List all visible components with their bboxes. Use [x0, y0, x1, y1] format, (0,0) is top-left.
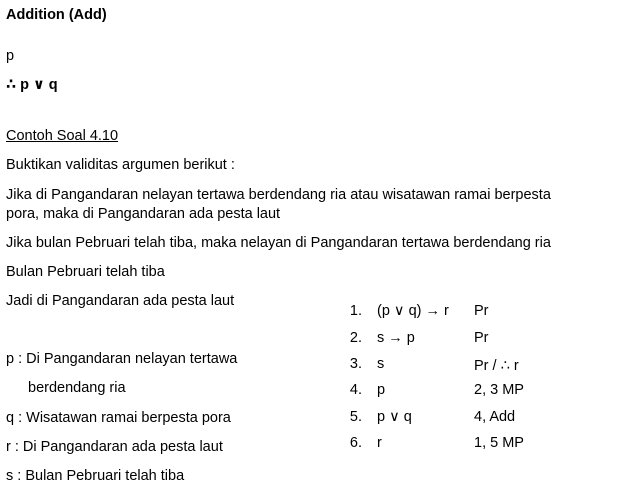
- definition-s: s : Bulan Pebruari telah tiba: [6, 468, 185, 484]
- example-title: Contoh Soal 4.10: [6, 128, 119, 144]
- proof-reason: Pr: [474, 330, 489, 346]
- definition-q: q : Wisatawan ramai berpesta pora: [6, 410, 231, 426]
- proof-statement: p ∨ q: [377, 409, 412, 425]
- proof-reason: 2, 3 MP: [474, 382, 524, 398]
- rule-heading: Addition (Add): [6, 7, 107, 23]
- proof-reason: Pr / ∴ r: [474, 358, 519, 374]
- definition-r: r : Di Pangandaran ada pesta laut: [6, 439, 223, 455]
- example-instruction: Buktikan validitas argumen berikut :: [6, 157, 235, 173]
- rule-conclusion: ∴ p ∨ q: [6, 77, 58, 93]
- argument-line: Jadi di Pangandaran ada pesta laut: [6, 293, 235, 309]
- proof-statement: s → p: [377, 330, 415, 346]
- proof-statement: p: [377, 382, 386, 398]
- proof-statement: s: [377, 356, 385, 372]
- proof-reason: Pr: [474, 303, 489, 319]
- proof-reason: 1, 5 MP: [474, 435, 524, 451]
- proof-statement: (p ∨ q) → r: [377, 303, 449, 319]
- proof-number: 3.: [349, 356, 362, 372]
- argument-line: Jika di Pangandaran nelayan tertawa berdendang ria atau wisatawan ramai berpesta: [6, 187, 551, 203]
- proof-statement: r: [377, 435, 382, 451]
- proof-reason: 4, Add: [474, 409, 516, 425]
- definition-p: p : Di Pangandaran nelayan tertawa: [6, 351, 238, 367]
- proof-number: 4.: [349, 382, 362, 398]
- definition-p-cont: berdendang ria: [28, 380, 126, 396]
- proof-number: 2.: [349, 330, 362, 346]
- rule-premise: p: [6, 48, 15, 64]
- argument-line: Bulan Pebruari telah tiba: [6, 264, 165, 280]
- proof-number: 5.: [349, 409, 362, 425]
- argument-line: Jika bulan Pebruari telah tiba, maka nelayan di Pangandaran tertawa berdendang ria: [6, 235, 551, 251]
- proof-number: 6.: [349, 435, 362, 451]
- proof-number: 1.: [349, 303, 362, 319]
- argument-line: pora, maka di Pangandaran ada pesta laut: [6, 206, 281, 222]
